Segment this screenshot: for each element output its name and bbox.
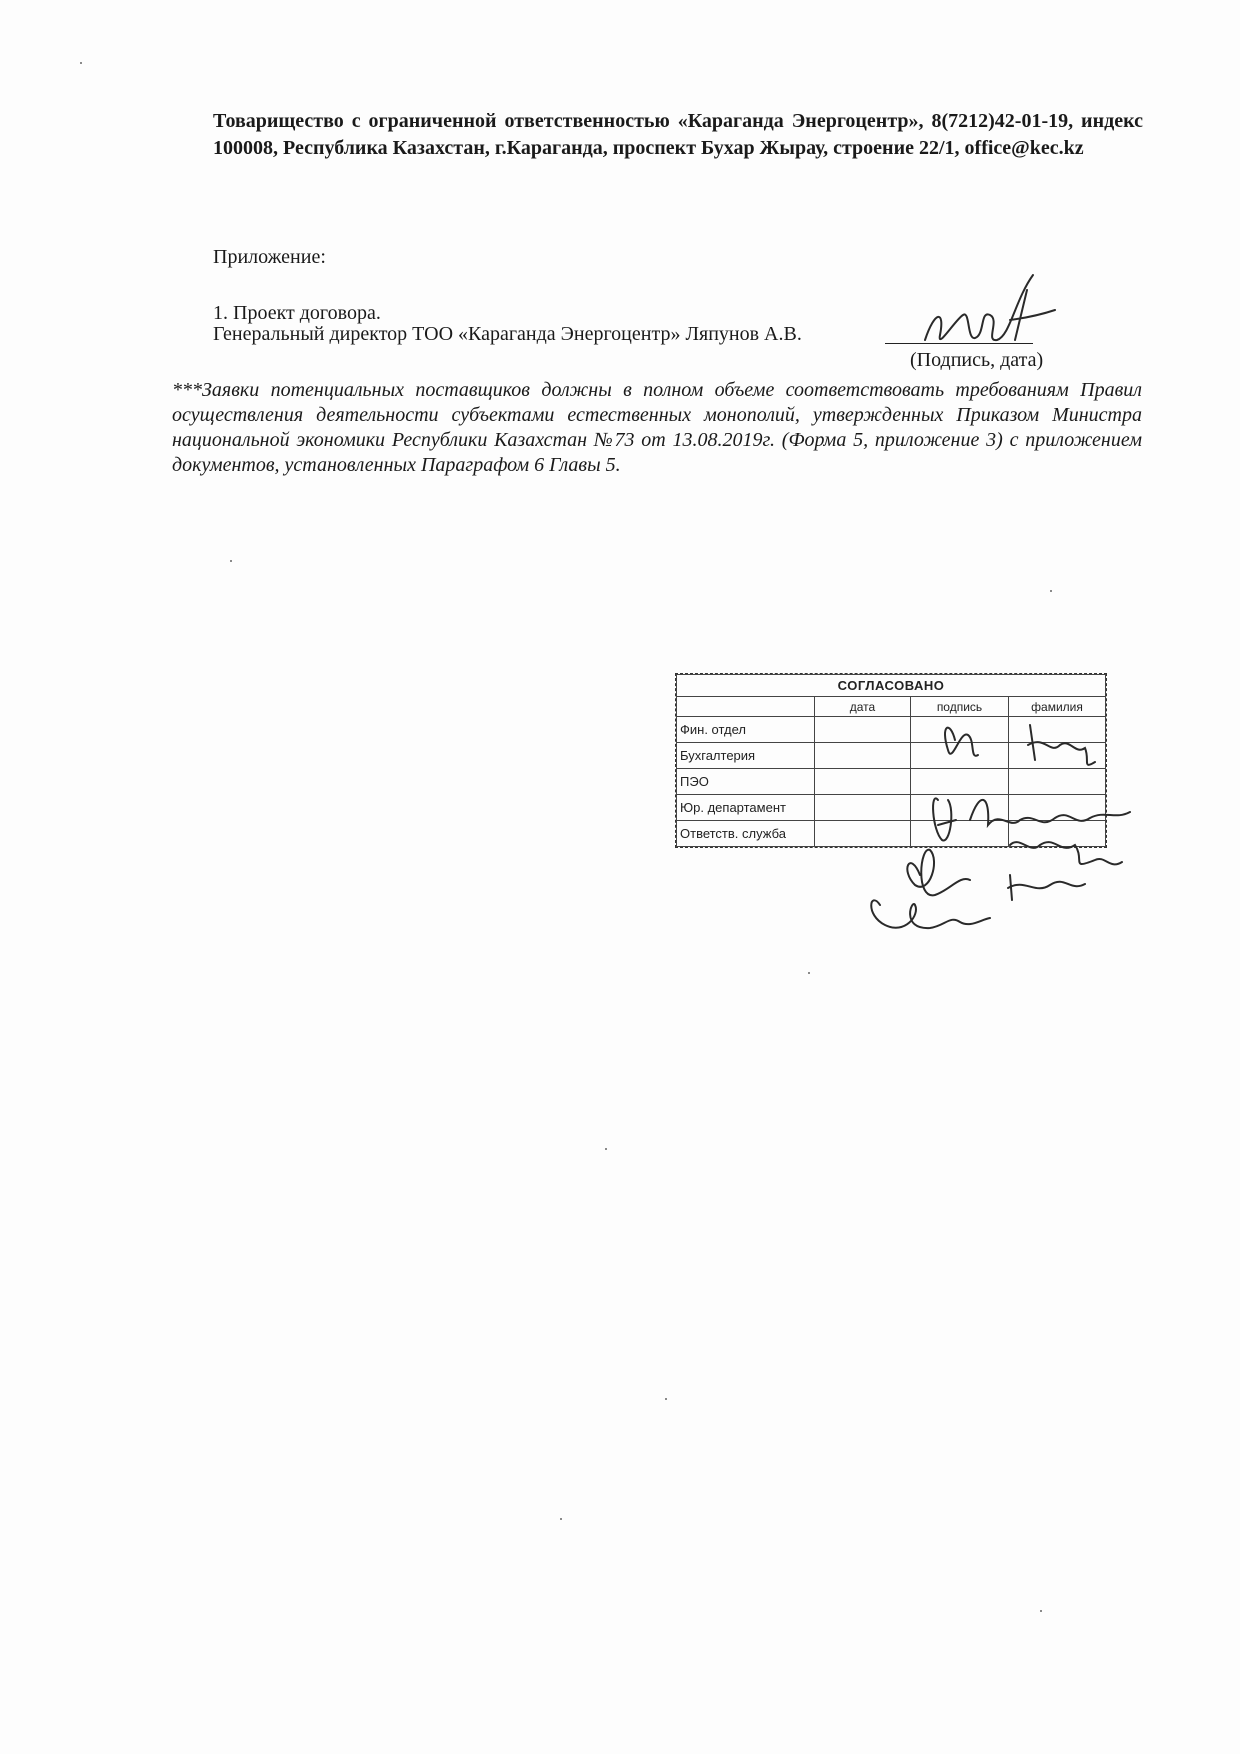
stamp-row [677, 795, 1106, 821]
requirements-note: ***Заявки потенциальных поставщиков должны в полном объеме соответствовать требованиям Правил осуществления деятельности субъектами естественных монополий, утвержденных Приказом Министра национальной экономики Республики Казахстан №73 от 13.08.2019г. (Форма 5, приложение 3) с приложением документов, установленных Параграфом 6 Главы 5. [172, 379, 1142, 476]
scan-speck [605, 1148, 607, 1150]
scan-speck [665, 1398, 667, 1400]
signature-caption: (Подпись, дата) [910, 349, 1044, 371]
stamp-header-empty [677, 697, 815, 717]
stamp-header-surname: фамилия [1009, 697, 1106, 717]
scan-speck [1040, 1610, 1042, 1612]
stamp-row-label: Юр. департамент [677, 795, 815, 821]
appendix-item: 1. Проект договора. [213, 302, 381, 324]
scan-speck [560, 1518, 562, 1520]
scan-speck [808, 972, 810, 974]
company-header: Товарищество с ограниченной ответственностью «Караганда Энергоцентр», 8(7212)42-01-19, индекс 100008, Республика Казахстан, г.Караганда, проспект Бухар Жырау, строение 22/1, office@kec.kz [213, 110, 1143, 159]
director-signature [915, 270, 1065, 360]
stamp-header-signature: подпись [911, 697, 1009, 717]
appendix-title: Приложение: [213, 246, 326, 268]
stamp-row-label: Бухгалтерия [677, 743, 815, 769]
scan-speck [230, 560, 232, 562]
stamp-row-label: ПЭО [677, 769, 815, 795]
director-line: Генеральный директор ТОО «Караганда Энергоцентр» Ляпунов А.В. [213, 323, 802, 345]
scan-speck [80, 62, 82, 64]
stamp-row [677, 717, 1106, 743]
stamp-row [677, 821, 1106, 847]
stamp-row-label: Фин. отдел [677, 717, 815, 743]
stamp-title: СОГЛАСОВАНО [677, 675, 1106, 697]
approval-stamp [675, 673, 1107, 848]
stamp-row [677, 769, 1106, 795]
stamp-row [677, 743, 1106, 769]
scan-speck [1050, 590, 1052, 592]
stamp-header-date: дата [815, 697, 911, 717]
stamp-row-label: Ответств. служба [677, 821, 815, 847]
